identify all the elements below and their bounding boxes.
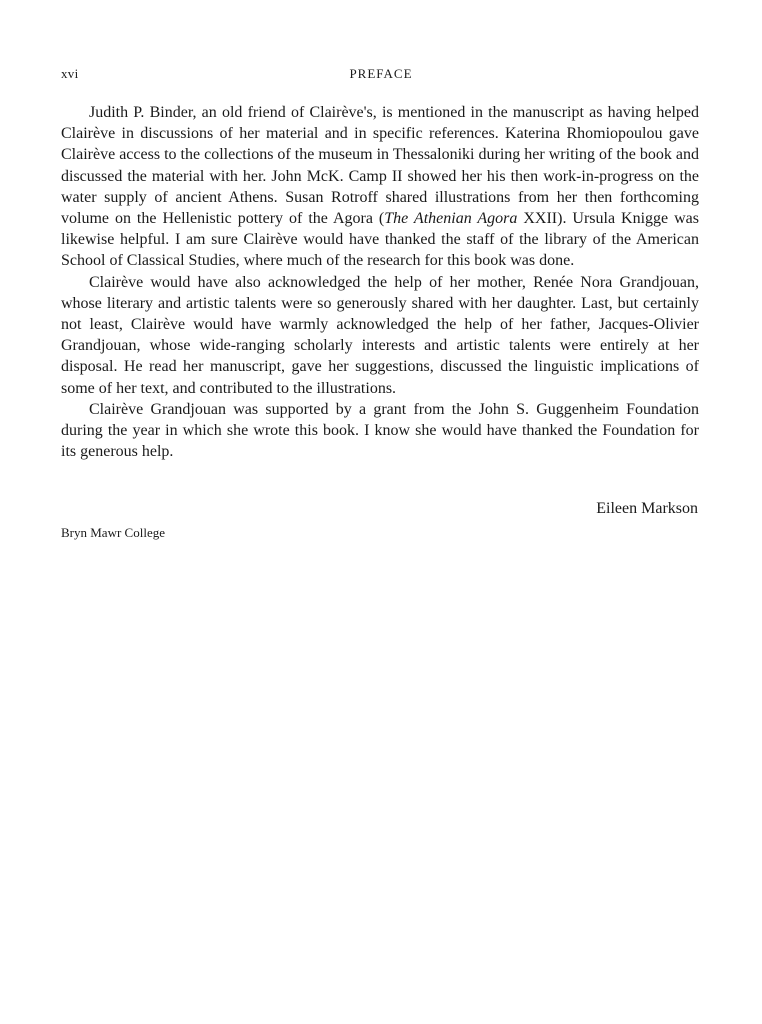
signature: Eileen Markson [596, 500, 698, 517]
paragraph-1-text-after: XXII). Ursula Knigge was likewise helpful. I am sure Clairève would have thanked the staff of the library of the American School of Classical Studies, where much of the research for this book was done. [61, 210, 700, 270]
paragraph-1-italic-title: The Athenian Agora [384, 210, 518, 228]
preface-body [61, 102, 699, 462]
paragraph-acknowledgments [61, 102, 699, 272]
paragraph-family: Clairève would have also acknowledged the help of her mother, Renée Nora Grandjouan, whose literary and artistic talents were so generously shared with her daughter. Last, but certainly not least, Clairève would have warmly acknowledged the help of her father, Jacques-Olivier Grandjouan, whose wide-ranging scholarly interests and artistic talents were entirely at her disposal. He read her manuscript, gave her suggestions, discussed the linguistic implications of some of her text, and contributed to the illustrations. [61, 273, 699, 397]
paragraph-1-text: Judith P. Binder, an old friend of Clairève's, is mentioned in the manuscript as having helped Clairève in discussions of her material and in specific references. Katerina Rhomiopoulou gave Clairève access to the collections of the museum in Thessaloniki during her writing of the book and discussed the material with her. John McK. Camp II showed her his then work-in-progress on the water supply of ancient Athens. Susan Rotroff shared illustrations from her then forthcoming volume on the Hellenistic pottery of the Agora ( [61, 104, 699, 228]
running-title: PREFACE [349, 66, 413, 81]
page-number: xvi [61, 66, 79, 81]
affiliation: Bryn Mawr College [61, 525, 165, 540]
paragraph-grant: Clairève Grandjouan was supported by a grant from the John S. Guggenheim Foundation during the year in which she wrote this book. I know she would have thanked the Foundation for its generous help. [61, 400, 699, 461]
